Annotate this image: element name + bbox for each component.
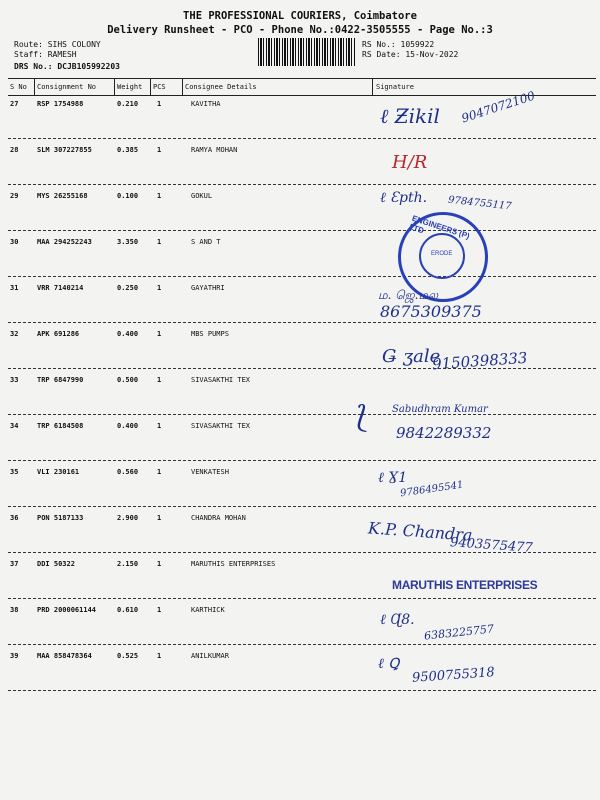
cell-weight: 0.560 (117, 468, 139, 476)
cell-pcs: 1 (157, 238, 162, 246)
row-divider (8, 644, 596, 645)
cell-consignment: MAA 294252243 (37, 238, 92, 246)
runsheet-subtitle: Delivery Runsheet - PCO - Phone No.:0422-3505555 - Page No.:3 (107, 24, 493, 36)
cell-sno: 33 (10, 376, 19, 384)
row-divider (8, 506, 596, 507)
cell-pcs: 1 (157, 146, 162, 154)
signature-phone-39: 9500755318 (411, 665, 496, 686)
row-divider (8, 460, 596, 461)
cell-weight: 2.900 (117, 514, 139, 522)
cell-consignment: TRP 6847990 (37, 376, 84, 384)
cell-weight: 0.500 (117, 376, 139, 384)
signature-mark: ℓ Ɛpth. (380, 190, 428, 206)
signature-phone-36: 9403575477 (449, 535, 534, 556)
table-row (0, 376, 600, 422)
barcode (258, 38, 356, 66)
cell-consignment: PON 5187133 (37, 514, 84, 522)
signature-phone-38: 6383225757 (423, 622, 495, 643)
signature-phone-27: 9047072100 (459, 88, 537, 126)
cell-sno: 27 (10, 100, 19, 108)
row-divider (8, 414, 596, 415)
table-row (0, 606, 600, 652)
column-header-sno: S No (10, 83, 27, 91)
row-divider (8, 230, 596, 231)
column-divider (372, 78, 373, 96)
company-title: THE PROFESSIONAL COURIERS, Coimbatore (183, 10, 417, 22)
signature-mark: ம. ஜெ.மல (378, 288, 439, 302)
table-row (0, 284, 600, 330)
cell-weight: 2.150 (117, 560, 139, 568)
signature-mark: ℓ Ɣ1 (378, 470, 408, 486)
cell-consignee: MBS PUMPS (191, 330, 229, 338)
cell-consignment: VLI 230161 (37, 468, 80, 476)
seal-text: ENGINEERS (P) LTD (408, 213, 471, 241)
cell-sno: 35 (10, 468, 19, 476)
cell-pcs: 1 (157, 100, 162, 108)
cell-consignee: VENKATESH (191, 468, 229, 476)
cell-pcs: 1 (157, 376, 162, 384)
cell-weight: 3.350 (117, 238, 139, 246)
seal-inner-text: ERODE (431, 251, 453, 257)
column-header-pcs: PCS (153, 83, 166, 91)
cell-consignee: CHANDRA MOHAN (191, 514, 246, 522)
table-row (0, 652, 600, 698)
cell-consignment: MAA 858478364 (37, 652, 92, 660)
cell-sno: 28 (10, 146, 19, 154)
column-divider (114, 78, 115, 96)
header-top-rule (8, 78, 596, 79)
cell-pcs: 1 (157, 606, 162, 614)
cell-consignment: PRD 2000061144 (37, 606, 97, 614)
row-divider (8, 368, 596, 369)
cell-pcs: 1 (157, 560, 162, 568)
cell-sno: 36 (10, 514, 19, 522)
cell-consignee: MARUTHIS ENTERPRISES (191, 560, 276, 568)
cell-consignment: RSP 1754988 (37, 100, 84, 108)
cell-pcs: 1 (157, 330, 162, 338)
cell-weight: 0.400 (117, 330, 139, 338)
signature-33: Sabudhram Kumar (392, 404, 488, 415)
cell-pcs: 1 (157, 422, 162, 430)
table-row (0, 468, 600, 514)
cell-consignee: ANILKUMAR (191, 652, 229, 660)
cell-sno: 29 (10, 192, 19, 200)
cell-sno: 39 (10, 652, 19, 660)
column-divider (150, 78, 151, 96)
signature-bracket: ⟅ (356, 400, 368, 435)
signature-phone-32: 9150398333 (431, 348, 528, 374)
cell-pcs: 1 (157, 514, 162, 522)
row-divider (8, 184, 596, 185)
column-header-consignment: Consignment No (37, 83, 97, 91)
table-row (0, 192, 600, 238)
signature-phone-34: 9842289332 (396, 424, 492, 442)
column-divider (182, 78, 183, 96)
cell-sno: 32 (10, 330, 19, 338)
row-divider (8, 322, 596, 323)
drs-number: DRS No.: DCJB105992203 (14, 62, 120, 71)
cell-consignment: DDI 50322 (37, 560, 75, 568)
cell-weight: 0.100 (117, 192, 139, 200)
cell-sno: 31 (10, 284, 19, 292)
cell-sno: 34 (10, 422, 19, 430)
staff-label: Staff: RAMESH (14, 50, 77, 59)
row-divider (8, 138, 596, 139)
signature-mark: ℓ Ꝗ (378, 656, 400, 672)
signature-36-name: K.P. Chandra (367, 518, 474, 545)
cell-weight: 0.610 (117, 606, 139, 614)
row-divider (8, 598, 596, 599)
cell-consignment: VRR 7140214 (37, 284, 84, 292)
route-label: Route: SIHS COLONY (14, 40, 101, 49)
rs-number: RS No.: 1059922 (362, 40, 435, 49)
cell-weight: 0.525 (117, 652, 139, 660)
cell-pcs: 1 (157, 652, 162, 660)
signature-phone-29: 9784755117 (447, 194, 513, 213)
cell-consignment: TRP 6184508 (37, 422, 84, 430)
column-divider (34, 78, 35, 96)
cell-sno: 38 (10, 606, 19, 614)
cell-pcs: 1 (157, 468, 162, 476)
table-row (0, 422, 600, 468)
cell-consignee: S AND T (191, 238, 221, 246)
table-row (0, 238, 600, 284)
column-header-consignee: Consignee Details (185, 83, 257, 91)
cell-consignee: SIVASAKTHI TEX (191, 376, 251, 384)
maruthis-stamp: MARUTHIS ENTERPRISES (392, 578, 538, 592)
cell-weight: 0.210 (117, 100, 139, 108)
cell-weight: 0.385 (117, 146, 139, 154)
cell-sno: 30 (10, 238, 19, 246)
cell-weight: 0.250 (117, 284, 139, 292)
cell-consignee: SIVASAKTHI TEX (191, 422, 251, 430)
cell-consignee: GAYATHRI (191, 284, 225, 292)
cell-pcs: 1 (157, 284, 162, 292)
signature-mark: ℓ Ɋ8. (380, 612, 415, 628)
signature-28: H/R (392, 152, 428, 173)
rs-date: RS Date: 15-Nov-2022 (362, 50, 459, 59)
cell-consignee: KARTHICK (191, 606, 225, 614)
signature-phone-35: 9786495541 (399, 479, 465, 500)
signature-mark: ℓ Ƶikil (380, 104, 440, 128)
signature-phone-31: 8675309375 (380, 302, 482, 321)
signature-mark: Ǥ ʒale (382, 346, 441, 367)
column-header-signature: Signature (376, 83, 414, 91)
column-header-weight: Weight (117, 83, 143, 91)
cell-consignment: SLM 307227855 (37, 146, 92, 154)
cell-pcs: 1 (157, 192, 162, 200)
cell-consignee: RAMYA MOHAN (191, 146, 238, 154)
row-divider (8, 690, 596, 691)
table-row (0, 146, 600, 192)
cell-consignee: GOKUL (191, 192, 213, 200)
row-divider (8, 276, 596, 277)
cell-consignee: KAVITHA (191, 100, 221, 108)
cell-consignment: MYS 26255168 (37, 192, 88, 200)
cell-sno: 37 (10, 560, 19, 568)
cell-weight: 0.400 (117, 422, 139, 430)
cell-consignment: APK 691286 (37, 330, 80, 338)
